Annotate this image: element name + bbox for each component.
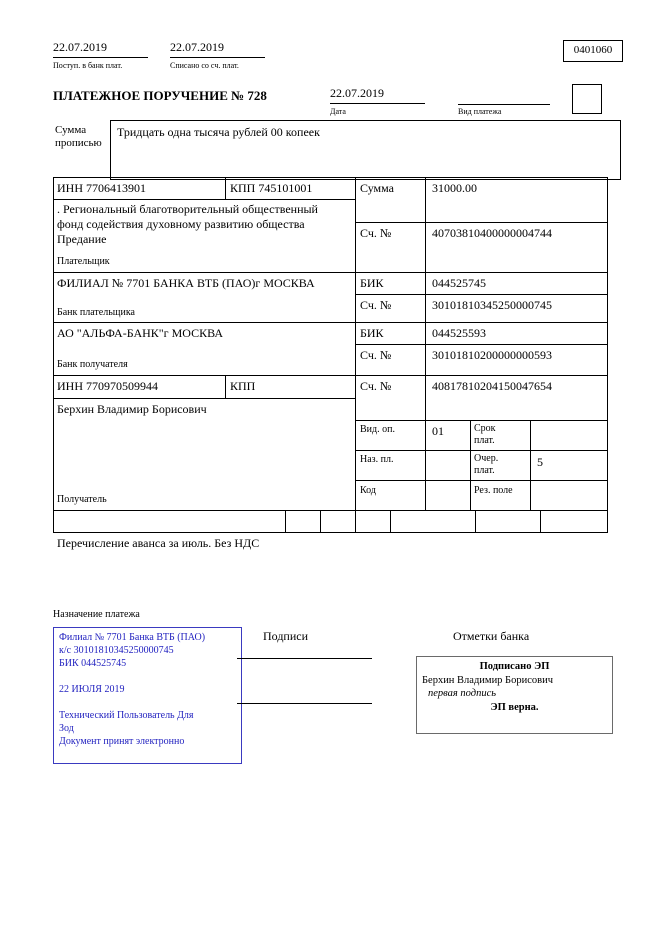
- bank-marks-heading: Отметки банка: [453, 629, 530, 643]
- payer-name: . Региональный благотворительный общественный фонд содействия духовному развитию общества Предание: [57, 202, 318, 246]
- bank-stamp-line: Технический Пользователь Для: [59, 710, 194, 721]
- date-received-label: Поступ. в банк плат.: [53, 61, 123, 70]
- date-received-value: 22.07.2019: [53, 40, 148, 58]
- date-debited-label: Списано со сч. плат.: [170, 61, 239, 70]
- grid-line: [355, 450, 607, 451]
- payer-section-label: Плательщик: [57, 256, 110, 267]
- bank-stamp-line: Зод: [59, 723, 74, 734]
- priority-value: 5: [537, 455, 543, 469]
- payer-account-value: 40703810400000004744: [432, 226, 552, 240]
- beneficiary-kpp-label: КПП: [230, 379, 256, 393]
- e-signature-name: Берхин Владимир Борисович: [422, 674, 553, 686]
- beneficiary-bank-name: АО "АЛЬФА-БАНК"г МОСКВА: [57, 326, 224, 340]
- bank-stamp-line: [59, 696, 236, 709]
- grid-line: [540, 510, 541, 532]
- beneficiary-account-value: 40817810204150047654: [432, 379, 552, 393]
- payer-kpp: КПП 745101001: [230, 181, 313, 195]
- grid-line: [53, 375, 607, 376]
- form-code-box: 0401060: [563, 40, 623, 62]
- priority-label: Очер. плат.: [474, 453, 499, 476]
- grid-line: [355, 294, 607, 295]
- grid-line: [320, 510, 321, 532]
- due-date-label: Срок плат.: [474, 423, 496, 446]
- payer-bank-account-label: Сч. №: [360, 298, 392, 312]
- bank-stamp-line: к/с 30101810345250000745: [59, 645, 174, 656]
- purpose-label: Назначение платежа: [53, 609, 140, 620]
- bank-stamp-line: [59, 670, 236, 683]
- bank-stamp: [53, 627, 242, 764]
- grid-line: [53, 199, 355, 200]
- grid-line: [53, 272, 607, 273]
- payer-bank-section-label: Банк плательщика: [57, 307, 135, 318]
- grid-line: [53, 398, 355, 399]
- payment-kind-blank-line: [458, 86, 550, 105]
- payer-inn: ИНН 7706413901: [57, 181, 146, 195]
- op-kind-label: Вид. оп.: [360, 424, 395, 435]
- grid-line: [390, 510, 391, 532]
- grid-line: [285, 510, 286, 532]
- grid-line: [530, 420, 531, 510]
- grid-line: [53, 177, 607, 178]
- status-checkbox-box: [572, 84, 602, 114]
- e-signature-subtitle: первая подпись: [428, 688, 497, 699]
- op-kind-value: 01: [432, 424, 444, 438]
- grid-line: [355, 480, 607, 481]
- beneficiary-bank-bik-value: 044525593: [432, 326, 486, 340]
- e-signature-stamp: [416, 656, 613, 734]
- payer-bank-bik-value: 044525745: [432, 276, 486, 290]
- document-date-label: Дата: [330, 107, 346, 116]
- grid-line: [53, 177, 54, 532]
- payment-kind-label: Вид платежа: [458, 107, 502, 116]
- beneficiary-account-label: Сч. №: [360, 379, 392, 393]
- beneficiary-bank-bik-label: БИК: [360, 326, 384, 340]
- grid-line: [225, 375, 226, 398]
- grid-line: [607, 177, 608, 532]
- grid-line: [53, 510, 607, 511]
- signature-line: [237, 703, 372, 704]
- bank-stamp-line: БИК 044525745: [59, 658, 127, 669]
- grid-line: [355, 222, 607, 223]
- beneficiary-bank-account-value: 30101810200000000593: [432, 348, 552, 362]
- beneficiary-section-label: Получатель: [57, 494, 107, 505]
- amount-words-label: Сумма прописью: [55, 124, 102, 149]
- signatures-heading: Подписи: [263, 629, 309, 643]
- beneficiary-name: Берхин Владимир Борисович: [57, 402, 207, 416]
- bank-stamp-line: Филиал № 7701 Банка ВТБ (ПАО): [59, 632, 206, 643]
- reserve-field-label: Рез. поле: [474, 485, 513, 496]
- code-label: Код: [360, 485, 376, 496]
- grid-line: [475, 510, 476, 532]
- purpose-text: Перечисление аванса за июль. Без НДС: [57, 536, 260, 550]
- document-date-value: 22.07.2019: [330, 86, 425, 104]
- grid-line: [470, 420, 471, 510]
- bank-stamp-line: Документ принят электронно: [59, 736, 185, 747]
- grid-line: [53, 532, 608, 533]
- payer-bank-name: ФИЛИАЛ № 7701 БАНКА ВТБ (ПАО)г МОСКВА: [57, 276, 315, 290]
- sum-label: Сумма: [360, 181, 394, 195]
- payer-bank-account-value: 30101810345250000745: [432, 298, 552, 312]
- document-title: ПЛАТЕЖНОЕ ПОРУЧЕНИЕ № 728: [53, 88, 267, 103]
- grid-line: [355, 177, 356, 532]
- beneficiary-bank-account-label: Сч. №: [360, 348, 392, 362]
- e-signature-title: Подписано ЭП: [479, 661, 550, 672]
- sum-value: 31000.00: [432, 181, 477, 195]
- grid-line: [425, 177, 426, 510]
- grid-line: [355, 420, 607, 421]
- bank-stamp-line: 22 ИЮЛЯ 2019: [59, 684, 125, 695]
- payer-account-label: Сч. №: [360, 226, 392, 240]
- signature-line: [237, 658, 372, 659]
- amount-words-value: Тридцать одна тысяча рублей 00 копеек: [110, 120, 621, 180]
- e-signature-status: ЭП верна.: [490, 701, 539, 713]
- date-debited-value: 22.07.2019: [170, 40, 265, 58]
- beneficiary-bank-section-label: Банк получателя: [57, 359, 128, 370]
- grid-line: [225, 177, 226, 199]
- beneficiary-inn: ИНН 770970509944: [57, 379, 158, 393]
- purpose-kind-label: Наз. пл.: [360, 454, 394, 465]
- payer-bank-bik-label: БИК: [360, 276, 384, 290]
- grid-line: [53, 322, 607, 323]
- grid-line: [355, 344, 607, 345]
